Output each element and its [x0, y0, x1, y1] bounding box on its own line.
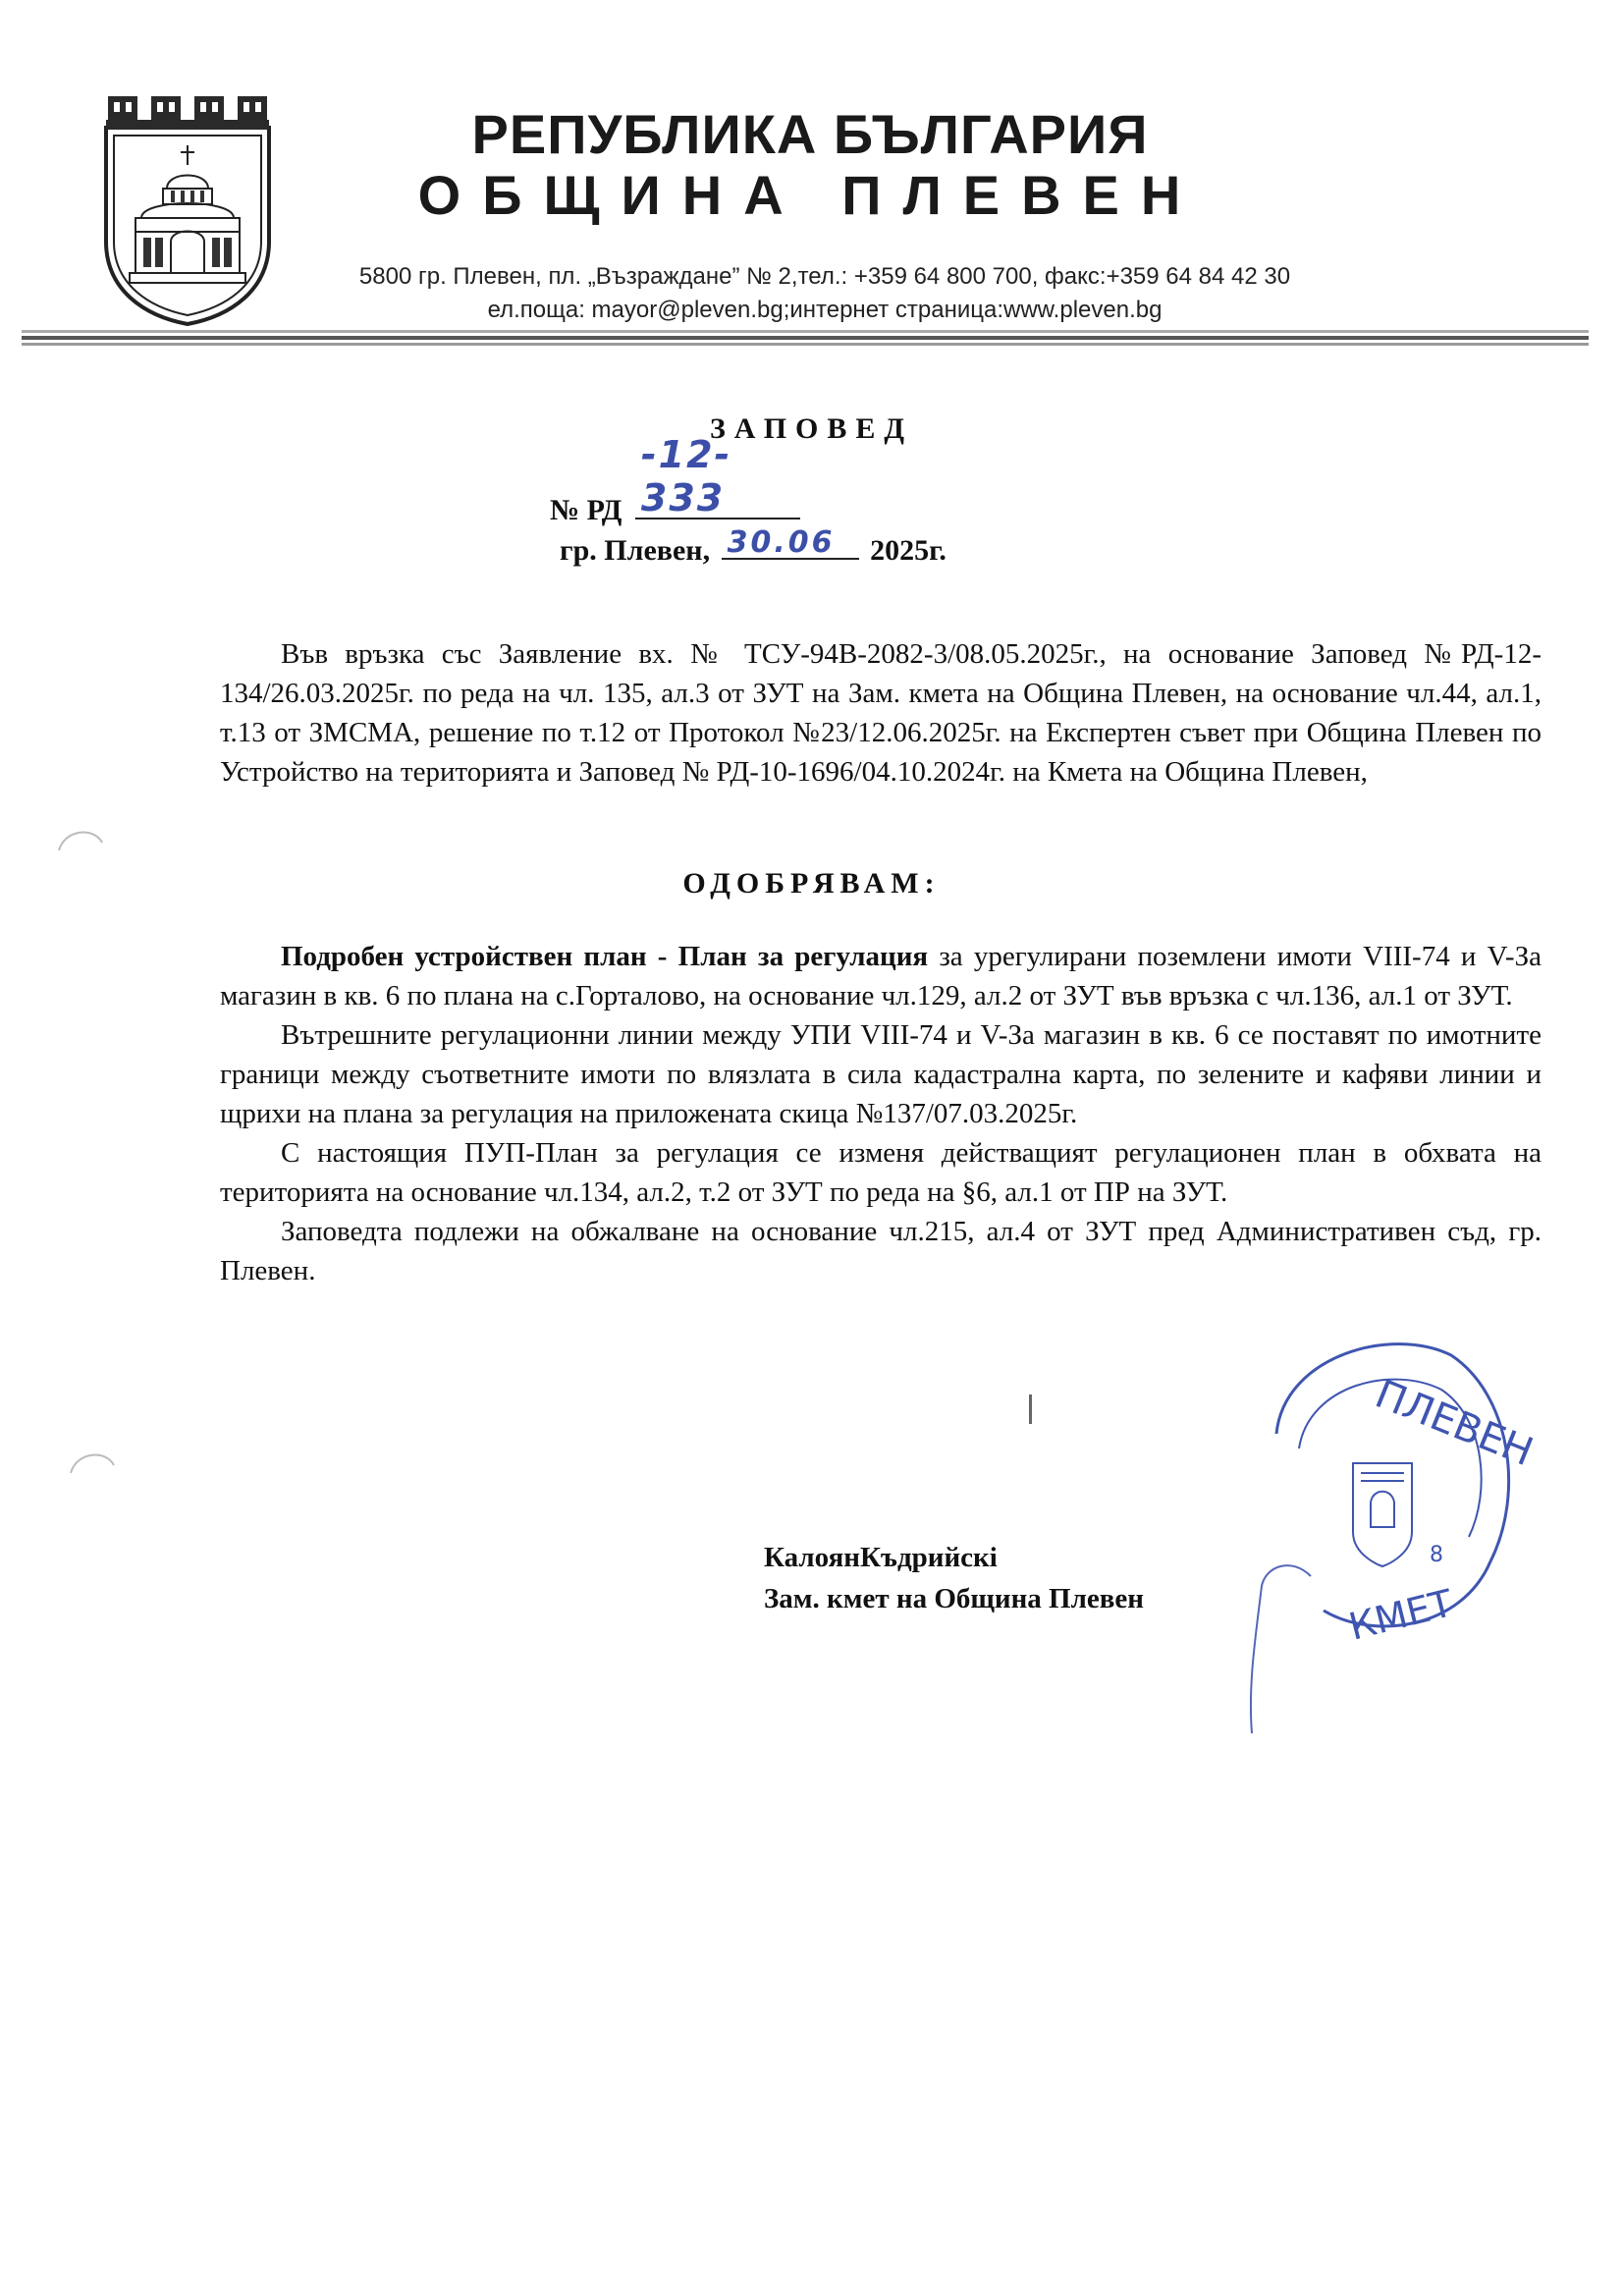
coat-of-arms-logo: [102, 94, 273, 326]
order-place: гр. Плевен,: [560, 534, 711, 567]
signatory-role: Зам. кмет на Община Плевен: [764, 1583, 1144, 1614]
paragraph-grounds: Във връзка със Заявление вх. № ТСУ-94В-2082-3/08.05.2025г., на основание Заповед №РД-12-134/26.03.2025г. по реда на чл. 135, ал.3 от ЗУТ на Зам. кмета на Община Плевен, на основание чл.44, ал.1, т.13 от ЗМСМА, решение по т.12 от Протокол №23/12.06.2025г. на Експертен съвет при Община Плевен по Устройство на територията и Заповед № РД-10-1696/04.10.2024г. на Кмета на Община Плевен,: [220, 638, 1542, 788]
order-number-prefix: № РД: [550, 494, 622, 526]
order-number-field: [635, 433, 800, 519]
contact-line-web: ел.поща: mayor@pleven.bg;интернет страница:www.pleven.bg: [487, 297, 1163, 323]
order-title: ЗАПОВЕД: [709, 412, 914, 445]
decision-paragraphs: [220, 937, 1542, 1290]
plan-description: за урегулирани поземлени имоти VIII-74 и V-За магазин в кв. 6 по плана на с.Горталово, на основание чл.129, ал.2 от ЗУТ във връзка с чл.136, ал.1 от ЗУТ.: [220, 941, 1542, 1011]
stamp-digit: 8: [1430, 1543, 1443, 1567]
order-place-date: [560, 525, 947, 568]
handwritten-order-number: -12-333: [640, 433, 732, 519]
order-year: 2025г.: [870, 534, 947, 567]
stamp-top-text: ПЛЕВЕН: [1369, 1371, 1540, 1476]
scan-mark: [1029, 1394, 1032, 1424]
paragraph-regulation-lines: Вътрешните регулационни линии между УПИ VIII-74 и V-За магазин в кв. 6 се поставят по имотните граници между съответните имоти по влязлата в сила кадастрална карта, по зелените и кафяви линии и щрихи на плана за регулация на приложената скица №137/07.03.2025г.: [220, 1019, 1542, 1129]
paragraph-appeal: Заповедта подлежи на обжалване на основание чл.215, ал.4 от ЗУТ пред Административен съд, гр. Плевен.: [220, 1216, 1542, 1286]
header-divider: [22, 336, 1589, 340]
punch-hole-mark: [67, 1444, 116, 1477]
contact-line-address: 5800 гр. Плевен, пл. „Възраждане” № 2,тел.: +359 64 800 700, факс:+359 64 84 42 30: [358, 263, 1291, 290]
country-heading: РЕПУБЛИКА БЪЛГАРИЯ: [471, 103, 1149, 165]
header-divider: [22, 330, 1589, 333]
header-divider: [22, 343, 1589, 346]
municipality-heading: ОБЩИНА ПЛЕВЕН: [417, 164, 1203, 226]
punch-hole-mark: [55, 821, 104, 854]
signatory-name: КалоянКъдрийскі: [764, 1542, 998, 1573]
order-number: [550, 433, 800, 527]
signature-scribble: [1222, 1547, 1340, 1743]
paragraph-amendment: С настоящия ПУП-План за регулация се изменя действащият регулационен план в обхвата на територията на основание чл.134, ал.2, т.2 от ЗУТ по реда на §6, ал.1 от ПР на ЗУТ.: [220, 1137, 1542, 1208]
preamble-paragraph: [220, 634, 1542, 792]
order-date-field: [722, 525, 859, 560]
paragraph-plan: [220, 937, 1542, 1015]
handwritten-order-date: 30.06: [727, 525, 836, 560]
approve-heading: ОДОБРЯВАМ:: [682, 867, 941, 900]
plan-title-bold: Подробен устройствен план - План за регулация: [281, 941, 929, 972]
stamp-bottom-text: КМЕТ: [1344, 1581, 1457, 1649]
